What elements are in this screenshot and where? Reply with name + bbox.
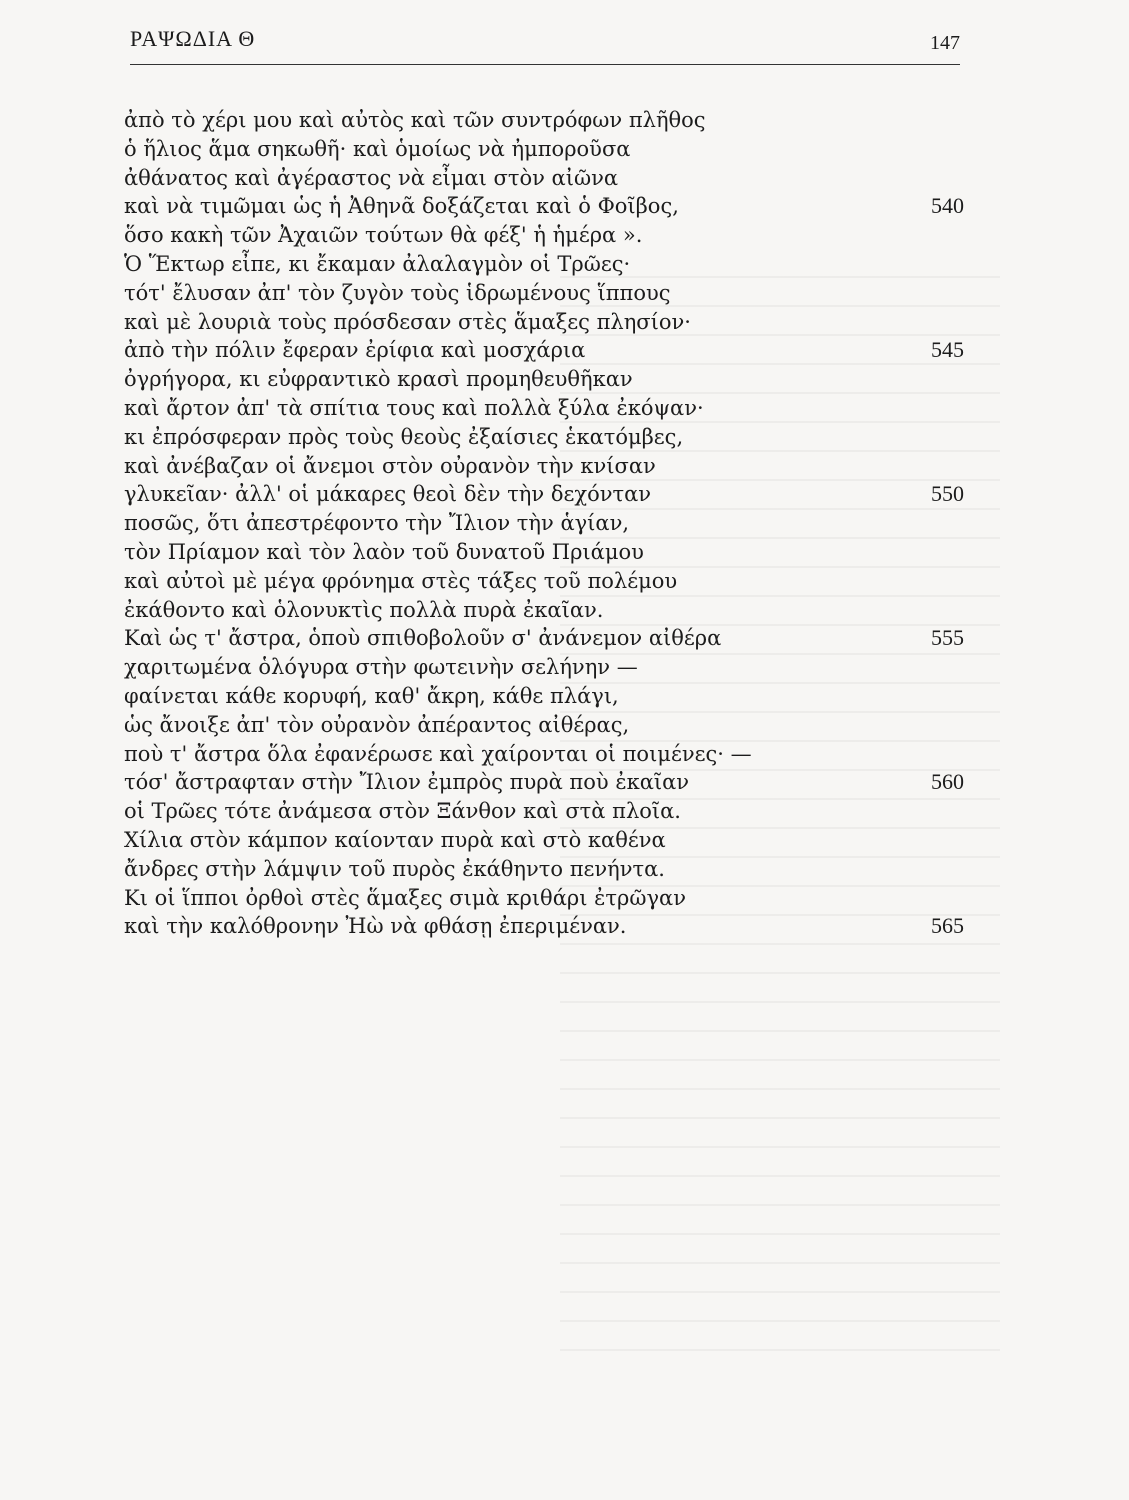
verse-text: ποσῶς, ὅτι ἀπεστρέφοντο τὴν Ἴλιον τὴν ἁγίαν, bbox=[124, 511, 630, 536]
verse-text: καὶ ἀνέβαζαν οἱ ἄνεμοι στὸν οὐρανὸν τὴν κνίσαν bbox=[124, 453, 656, 478]
verse-text: ἐκάθοντο καὶ ὁλονυκτὶς πολλὰ πυρὰ ἐκαῖαν. bbox=[124, 597, 604, 622]
verse-line bbox=[124, 768, 964, 797]
verse-text: Καὶ ὡς τ' ἄστρα, ὁποὺ σπιθοβολοῦν σ' ἀνάνεμον αἰθέρα bbox=[124, 626, 722, 651]
verse-line bbox=[124, 135, 964, 164]
verse-text: καὶ αὐτοὶ μὲ μέγα φρόνημα στὲς τάξες τοῦ πολέμου bbox=[124, 568, 678, 593]
verse-line bbox=[124, 740, 964, 769]
verse-line bbox=[124, 480, 964, 509]
verse-text: τὸν Πρίαμον καὶ τὸν λαὸν τοῦ δυνατοῦ Πριάμου bbox=[124, 539, 644, 564]
verse-text: ποὺ τ' ἄστρα ὅλα ἐφανέρωσε καὶ χαίρονται οἱ ποιμένες· — bbox=[124, 741, 752, 766]
verse-line bbox=[124, 567, 964, 596]
verse-line bbox=[124, 192, 964, 221]
verse-line bbox=[124, 826, 964, 855]
verse-line bbox=[124, 797, 964, 826]
running-head bbox=[130, 26, 960, 66]
verse-text: Ὁ Ἕκτωρ εἶπε, κι ἔκαμαν ἀλαλαγμὸν οἱ Τρῶες· bbox=[124, 251, 631, 276]
chapter-title: ΡΑΨΩΔΙΑ Θ bbox=[130, 26, 256, 51]
verse-text: καὶ νὰ τιμῶμαι ὡς ἡ Ἀθηνᾶ δοξάζεται καὶ ὁ Φοῖβος, bbox=[124, 194, 679, 219]
verse-text: ὀγρήγορα, κι εὐφραντικὸ κρασὶ προμηθευθῆκαν bbox=[124, 367, 633, 392]
verse-line bbox=[124, 365, 964, 394]
page-number: 147 bbox=[930, 32, 960, 54]
verse-line bbox=[124, 452, 964, 481]
verse-text: ἄνδρες στὴν λάμψιν τοῦ πυρὸς ἐκάθηντο πενήντα. bbox=[124, 856, 665, 881]
verse-line bbox=[124, 106, 964, 135]
verse-text: Κι οἱ ἵπποι ὀρθοὶ στὲς ἅμαξες σιμὰ κριθάρι ἐτρῶγαν bbox=[124, 885, 686, 910]
verse-line bbox=[124, 394, 964, 423]
line-number: 560 bbox=[931, 769, 964, 795]
verse-text: ἀθάνατος καὶ ἀγέραστος νὰ εἶμαι στὸν αἰῶνα bbox=[124, 165, 619, 190]
verse-text: γλυκεῖαν· ἀλλ' οἱ μάκαρες θεοὶ δὲν τὴν δεχόνταν bbox=[124, 482, 652, 507]
verse-text: Χίλια στὸν κάμπον καίονταν πυρὰ καὶ στὸ καθένα bbox=[124, 827, 666, 852]
verse-line bbox=[124, 308, 964, 337]
verse-line bbox=[124, 884, 964, 913]
verse-text: τότ' ἔλυσαν ἀπ' τὸν ζυγὸν τοὺς ἱδρωμένους ἵππους bbox=[124, 280, 671, 305]
verse-line bbox=[124, 336, 964, 365]
verse-line bbox=[124, 423, 964, 452]
verse-text: καὶ τὴν καλόθρονην Ἠὼ νὰ φθάσῃ ἐπεριμέναν. bbox=[124, 914, 627, 939]
verse-line bbox=[124, 855, 964, 884]
verse-list bbox=[124, 106, 964, 941]
verse-line bbox=[124, 279, 964, 308]
verse-line bbox=[124, 509, 964, 538]
verse-text: τόσ' ἄστραφταν στὴν Ἴλιον ἐμπρὸς πυρὰ ποὺ ἐκαῖαν bbox=[124, 770, 690, 795]
verse-text: ἀπὸ τὸ χέρι μου καὶ αὐτὸς καὶ τῶν συντρόφων πλῆθος bbox=[124, 108, 706, 132]
verse-text: χαριτωμένα ὁλόγυρα στὴν φωτεινὴν σελήνην — bbox=[124, 655, 638, 680]
verse-line bbox=[124, 538, 964, 567]
line-number: 540 bbox=[931, 193, 964, 219]
verse-line bbox=[124, 164, 964, 193]
verse-text: οἱ Τρῶες τότε ἀνάμεσα στὸν Ξάνθον καὶ στὰ πλοῖα. bbox=[124, 799, 681, 824]
verse-line bbox=[124, 624, 964, 653]
header-rule bbox=[130, 64, 960, 65]
verse-text: ὅσο κακὴ τῶν Ἀχαιῶν τούτων θὰ φέξ' ἡ ἡμέρα ». bbox=[124, 223, 643, 248]
line-number: 555 bbox=[931, 625, 964, 651]
verse-text: φαίνεται κάθε κορυφή, καθ' ἄκρη, κάθε πλάγι, bbox=[124, 683, 619, 708]
verse-line bbox=[124, 221, 964, 250]
verse-text: ἀπὸ τὴν πόλιν ἔφεραν ἐρίφια καὶ μοσχάρια bbox=[124, 338, 586, 363]
verse-line bbox=[124, 596, 964, 625]
verse-text: καὶ ἄρτον ἀπ' τὰ σπίτια τους καὶ πολλὰ ξύλα ἐκόψαν· bbox=[124, 395, 704, 420]
verse-text: ὁ ἥλιος ἅμα σηκωθῆ· καὶ ὁμοίως νὰ ἠμποροῦσα bbox=[124, 136, 631, 161]
verse-text: καὶ μὲ λουριὰ τοὺς πρόσδεσαν στὲς ἅμαξες πλησίον· bbox=[124, 309, 691, 334]
line-number: 545 bbox=[931, 337, 964, 363]
verse-text: ὡς ἄνοιξε ἀπ' τὸν οὐρανὸν ἀπέραντος αἰθέρας, bbox=[124, 712, 630, 737]
verse-line bbox=[124, 250, 964, 279]
verse-line bbox=[124, 912, 964, 941]
verse-line bbox=[124, 682, 964, 711]
verse-text: κι ἐπρόσφεραν πρὸς τοὺς θεοὺς ἐξαίσιες ἑκατόμβες, bbox=[124, 424, 684, 449]
verse-line bbox=[124, 653, 964, 682]
verse-line bbox=[124, 711, 964, 740]
line-number: 550 bbox=[931, 481, 964, 507]
line-number: 565 bbox=[931, 913, 964, 939]
